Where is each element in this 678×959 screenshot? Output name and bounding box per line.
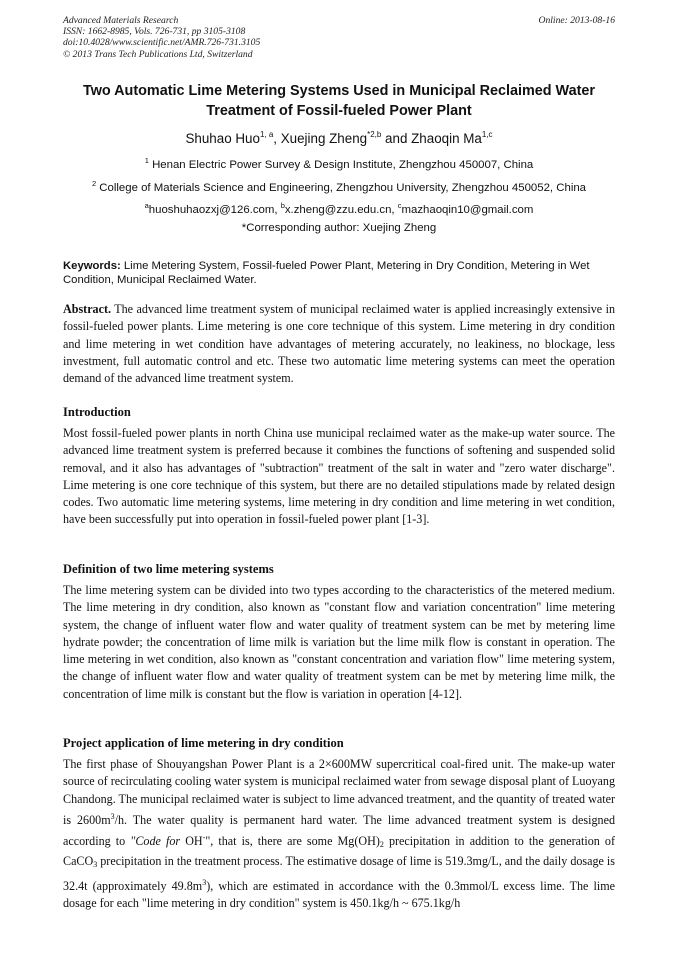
definition-heading: Definition of two lime metering systems xyxy=(63,562,274,576)
project-text-1: The first phase of Shouyangshan Power Plant is a 2×600MW supercritical coal-fired unit. The make-up water source of recirculating cooling water system is municipal reclaimed water from sewage disposal plant of Luoyang Chandong. The municipal reclaimed water is subject to lime advanced treatment, and the quantity of treated water is 2600m xyxy=(63,757,615,827)
email-line xyxy=(50,201,628,216)
project-sup-1: 3 xyxy=(110,811,115,821)
author-2-sup: *2,b xyxy=(367,130,382,139)
author-3: Zhaoqin Ma xyxy=(411,131,482,146)
keywords-block xyxy=(63,259,615,287)
project-sup-2: 3 xyxy=(202,877,207,887)
affiliation-1-text: Henan Electric Power Survey & Design Institute, Zhengzhou 450007, China xyxy=(152,159,534,171)
project-text-2: /h. The water quality is permanent hard water. The lime advanced treatment system is designed according to xyxy=(63,812,615,849)
introduction-heading: Introduction xyxy=(63,405,131,419)
email-a-sup: a xyxy=(144,201,149,210)
project-text-5: precipitation in the treatment process. The estimative dosage of lime is 519.3mg/L, and the daily dosage is 32.4t (approximately 49.8m xyxy=(63,854,615,893)
project-text-3: ", that is, there are some Mg(OH) xyxy=(205,834,380,849)
affiliation-1-sup: 1 xyxy=(144,156,149,165)
copyright-line: © 2013 Trans Tech Publications Ltd, Switzerland xyxy=(63,48,253,60)
doi-line[interactable]: doi:10.4028/www.scientific.net/AMR.726-731.3105 xyxy=(63,37,261,49)
introduction-paragraph: Most fossil-fueled power plants in north China use municipal reclaimed water as the make-up water source. The advanced lime treatment system is preferred because it combines the functions of softening and suspended solid removal, and it also has advantages of "subtraction" treatment of the salt in water and "zero water discharge". Lime metering is one core technique of this system, but there are no detailed stipulations made by related design codes. Two automatic lime metering systems, lime metering in dry condition and lime metering in wet condition, have been successfully put into operation in fossil-fueled power plant [1-3]. xyxy=(63,426,615,527)
author-2: Xuejing Zheng xyxy=(280,131,368,146)
author-1: Shuhao Huo xyxy=(185,131,260,146)
email-a[interactable]: huoshuhaozxj@126.com, xyxy=(148,204,281,216)
author-separator: , xyxy=(273,131,281,146)
project-sub-1: 2 xyxy=(379,840,384,850)
email-c-sup: c xyxy=(397,201,402,210)
project-paragraph xyxy=(63,756,615,912)
corresponding-author: *Corresponding author: Xuejing Zheng xyxy=(241,222,437,234)
email-c[interactable]: mazhaoqin10@gmail.com xyxy=(401,204,534,216)
affiliation-2 xyxy=(50,179,628,194)
email-b[interactable]: x.zheng@zzu.edu.cn, xyxy=(284,204,398,216)
paper-title: Two Automatic Lime Metering Systems Used in Municipal Reclaimed Water Treatment of Fossil-fueled Power Plant xyxy=(82,83,596,119)
project-oh-sup: - xyxy=(202,833,206,843)
keywords-text: Lime Metering System, Fossil-fueled Power Plant, Metering in Dry Condition, Metering in Wet Condition, Municipal Reclaimed Water. xyxy=(63,260,590,286)
project-sub-2: 3 xyxy=(93,860,98,870)
keywords-label: Keywords: xyxy=(63,260,121,272)
author-separator: and xyxy=(381,131,412,146)
affiliation-1 xyxy=(50,156,628,171)
definition-paragraph: The lime metering system can be divided into two types according to the characteristics of the metered medium. The lime metering in dry condition, also known as "constant flow and variation concentration" lime metering system, the change of influent water flow and water quality of treatment system can be met by metering lime hydrate powder; the concentration of lime milk is variation but the lime milk flow is constant in operation. The lime metering in wet condition, also known as "constant concentration and variation flow" lime metering system, the change of influent water flow and water quality of treatment system can be met by metering lime milk, the concentration of lime milk is constant but the flow is variation in operation [4-12]. xyxy=(63,583,615,701)
online-date: Online: 2013-08-16 xyxy=(538,15,615,26)
author-list xyxy=(63,130,615,146)
project-oh: OH xyxy=(180,834,203,849)
project-code-ref: "Code for xyxy=(130,834,181,849)
journal-meta xyxy=(63,15,260,60)
affiliation-2-sup: 2 xyxy=(91,179,97,188)
author-1-sup: 1, a xyxy=(259,130,274,139)
project-heading: Project application of lime metering in dry condition xyxy=(63,736,344,750)
issn-line: ISSN: 1662-8985, Vols. 726-731, pp 3105-3108 xyxy=(63,26,246,38)
abstract-block xyxy=(63,301,615,387)
author-3-sup: 1,c xyxy=(481,130,493,139)
journal-name: Advanced Materials Research xyxy=(63,15,179,26)
email-b-sup: b xyxy=(280,201,285,210)
project-text-6: ), which are estimated in accordance with the 0.3mmol/L excess lime. The lime dosage for each "lime metering in dry condition" system is 450.1kg/h ~ 675.1kg/h xyxy=(63,878,615,911)
abstract-text: The advanced lime treatment system of municipal reclaimed water is applied increasingly extensive in fossil-fueled power plants. Lime metering is one core technique of this system. Lime metering in dry condition and lime metering in wet condition have advantages of metering accurately, no leakiness, no blockage, less investment, full automatic control and etc. These two automatic lime metering systems can meet the operation demand of the advanced lime treatment system. xyxy=(63,302,615,386)
affiliation-2-text: College of Materials Science and Engineering, Zhengzhou University, Zhengzhou 450052, China xyxy=(99,182,587,194)
abstract-label: Abstract. xyxy=(63,302,112,316)
project-text-4: precipitation in addition to the generation of CaCO xyxy=(63,834,616,869)
